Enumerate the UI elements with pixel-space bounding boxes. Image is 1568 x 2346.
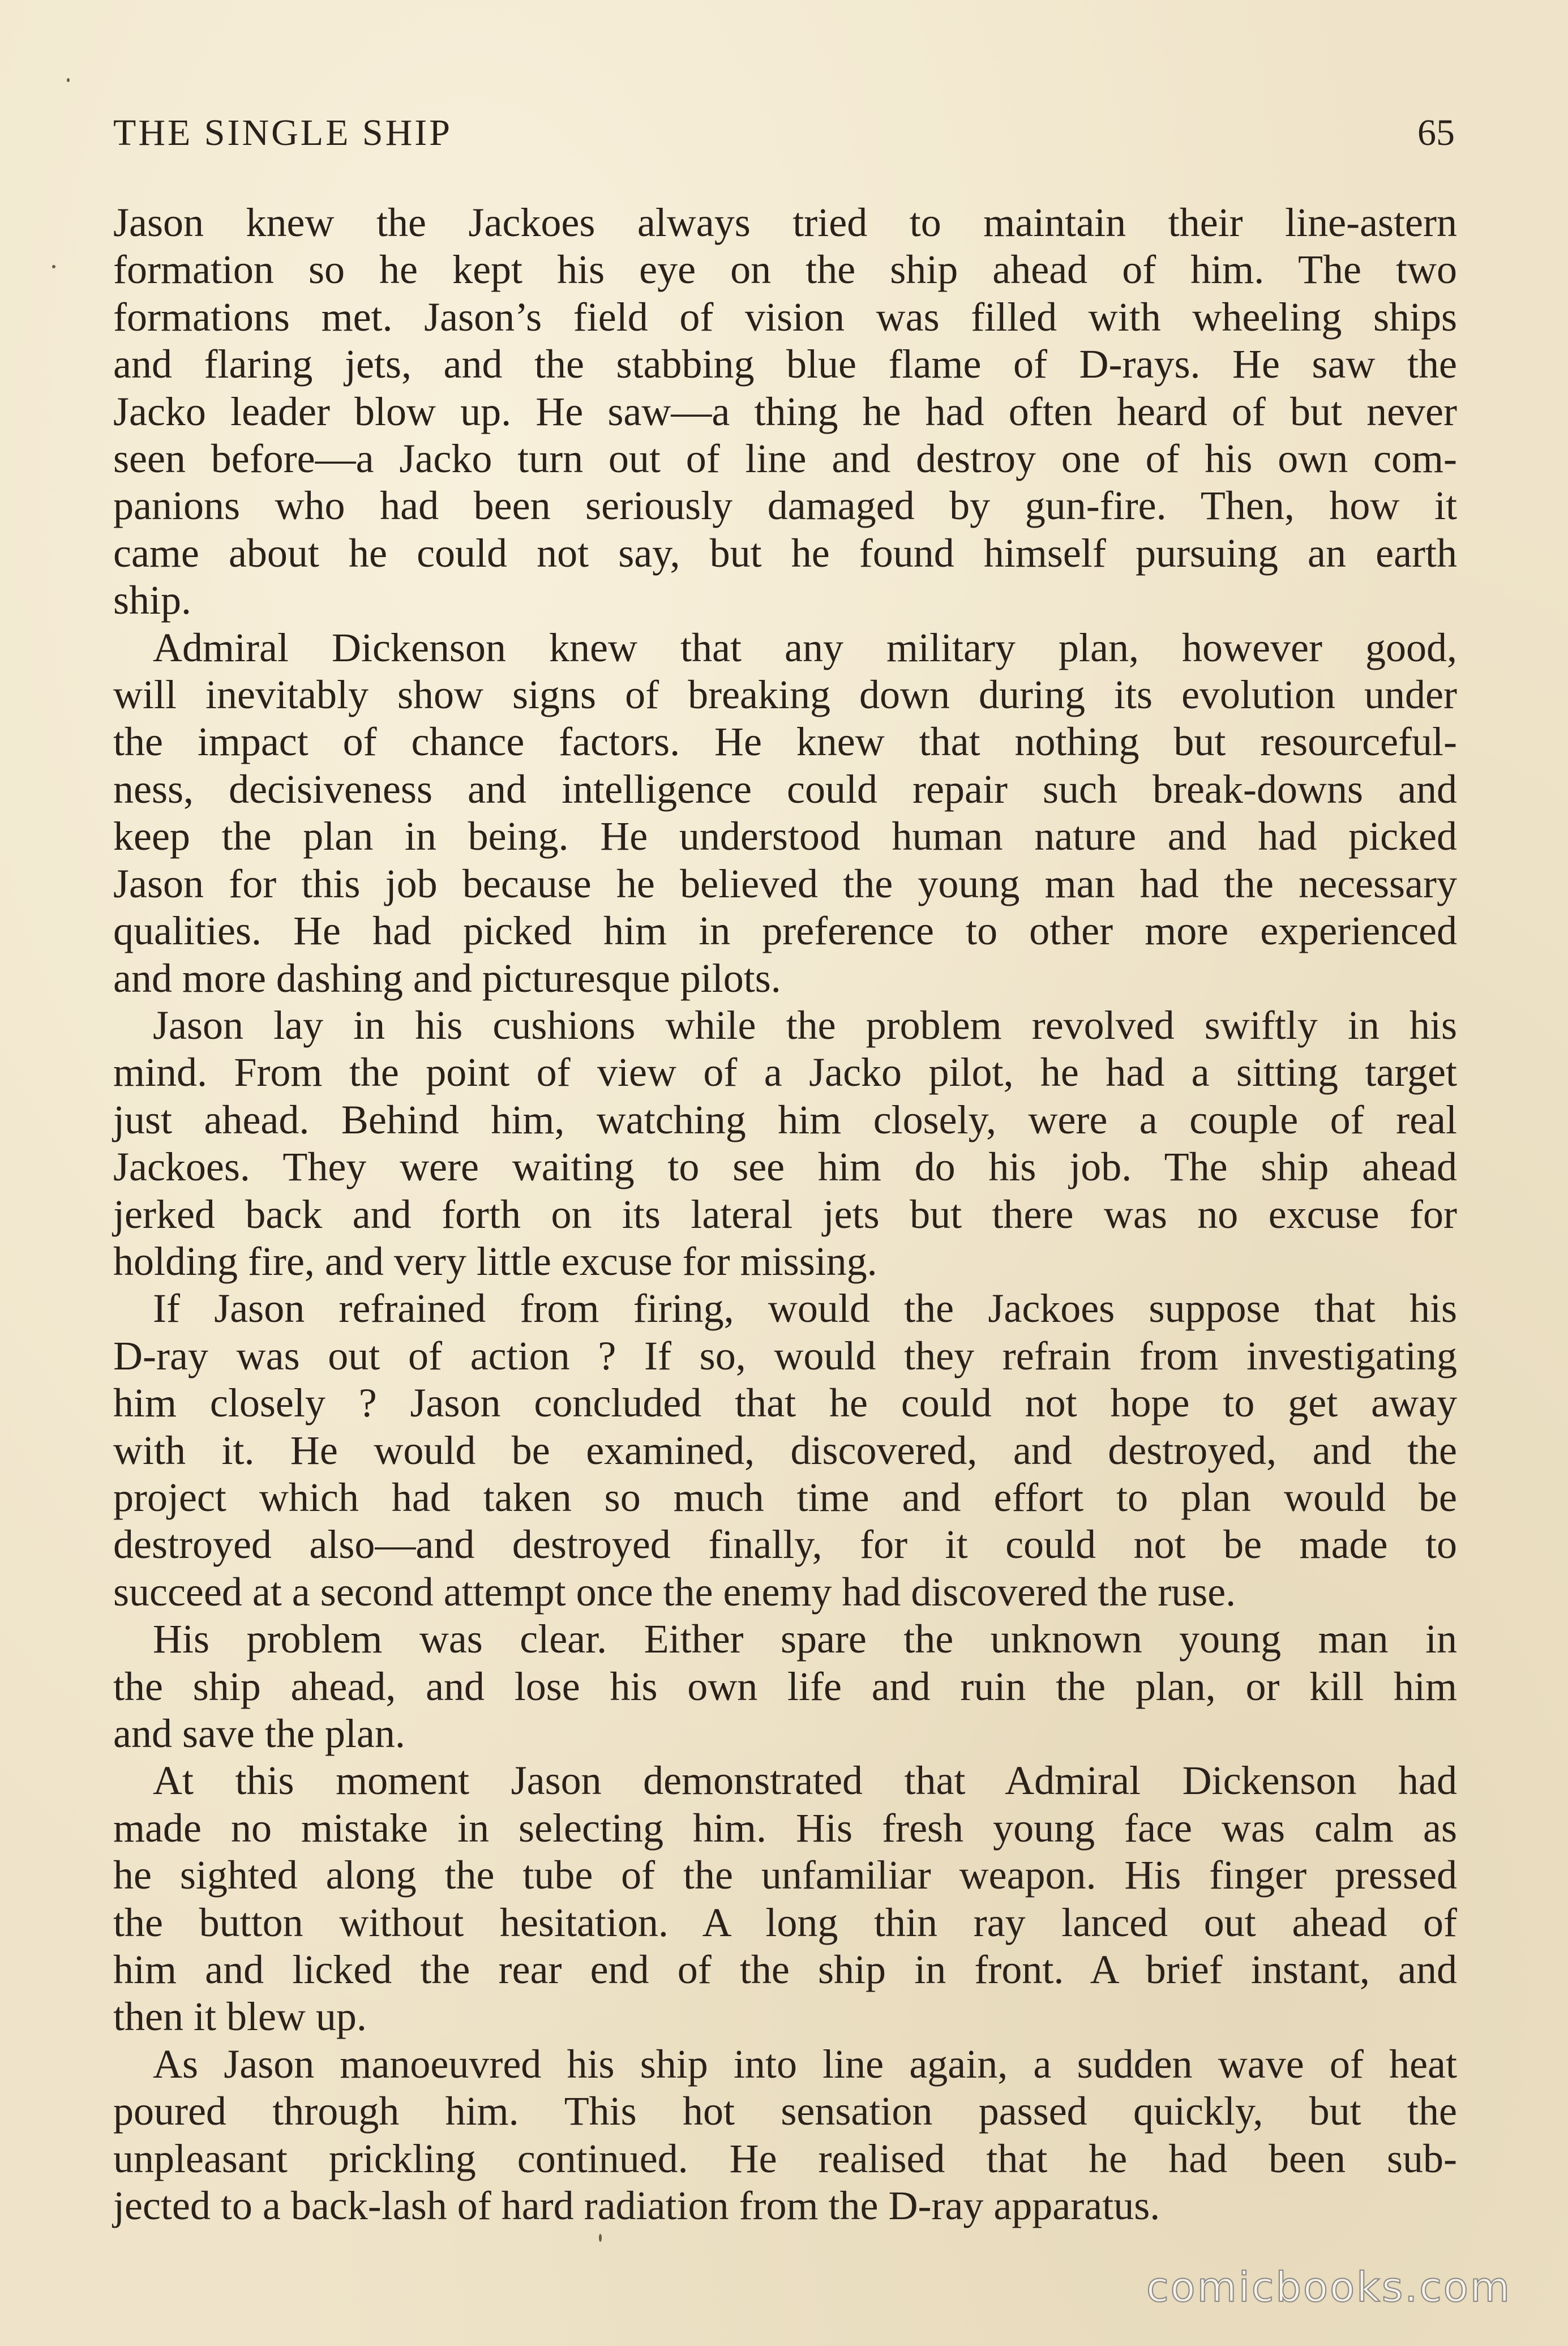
text-line: him and licked the rear end of the ship in front. A brief instant, and	[113, 1947, 1457, 1993]
text-line: As Jason manoeuvred his ship into line again, a sudden wave of heat	[153, 2041, 1457, 2087]
paragraph	[113, 1616, 1457, 1757]
text-line: qualities. He had picked him in preference to other more experienced	[113, 908, 1457, 954]
text-line: holding fire, and very little excuse for missing.	[113, 1238, 877, 1284]
text-line: Jason lay in his cushions while the problem revolved swiftly in his	[153, 1002, 1457, 1048]
text-line: the ship ahead, and lose his own life and ruin the plan, or kill him	[113, 1663, 1457, 1709]
page-number: 65	[1417, 112, 1455, 153]
text-line: he sighted along the tube of the unfamiliar weapon. His finger pressed	[113, 1852, 1457, 1898]
text-line: came about he could not say, but he found himself pursuing an earth	[113, 530, 1457, 576]
paragraph	[113, 1757, 1457, 2040]
paragraph	[113, 624, 1457, 1002]
text-line: Jackoes. They were waiting to see him do his job. The ship ahead	[113, 1144, 1457, 1190]
text-line: and save the plan.	[113, 1711, 405, 1756]
text-line: mind. From the point of view of a Jacko pilot, he had a sitting target	[113, 1050, 1457, 1095]
text-line: succeed at a second attempt once the enemy had discovered the ruse.	[113, 1569, 1236, 1615]
paper-speck	[599, 2234, 602, 2242]
text-line: and more dashing and picturesque pilots.	[113, 955, 781, 1001]
text-line: unpleasant prickling continued. He realised that he had been sub-	[113, 2135, 1457, 2181]
paper-speck	[67, 78, 70, 82]
text-line: made no mistake in selecting him. His fresh young face was calm as	[113, 1805, 1457, 1851]
text-line: just ahead. Behind him, watching him closely, were a couple of real	[113, 1097, 1457, 1142]
text-line: the button without hesitation. A long thin ray lanced out ahead of	[113, 1899, 1457, 1945]
page-header	[113, 108, 1455, 159]
text-line: Jason for this job because he believed the young man had the necessary	[113, 861, 1457, 906]
text-line: jected to a back-lash of hard radiation from the D-ray apparatus.	[113, 2183, 1160, 2229]
paragraph	[113, 1002, 1457, 1285]
running-head: THE SINGLE SHIP	[113, 112, 452, 153]
body-text	[113, 199, 1457, 2229]
paragraph	[113, 1285, 1457, 1616]
text-line: formation so he kept his eye on the ship ahead of him. The two	[113, 247, 1457, 293]
text-line: At this moment Jason demonstrated that Admiral Dickenson had	[153, 1758, 1457, 1804]
text-line: keep the plan in being. He understood human nature and had picked	[113, 814, 1457, 859]
text-line: Jacko leader blow up. He saw—a thing he had often heard of but never	[113, 388, 1457, 434]
text-line: ship.	[113, 577, 192, 623]
text-line: him closely ? Jason concluded that he could not hope to get away	[113, 1380, 1457, 1426]
watermark: comicbooks.com	[1146, 2263, 1511, 2311]
text-line: will inevitably show signs of breaking down during its evolution under	[113, 672, 1457, 718]
text-line: the impact of chance factors. He knew that nothing but resourceful-	[113, 719, 1457, 765]
text-line: If Jason refrained from firing, would the Jackoes suppose that his	[153, 1286, 1457, 1332]
text-line: His problem was clear. Either spare the unknown young man in	[153, 1616, 1457, 1662]
text-line: panions who had been seriously damaged by gun-fire. Then, how it	[113, 483, 1457, 529]
text-line: and flaring jets, and the stabbing blue flame of D-rays. He saw the	[113, 341, 1457, 387]
text-line: poured through him. This hot sensation passed quickly, but the	[113, 2088, 1457, 2134]
paper-speck	[52, 265, 55, 268]
text-line: Jason knew the Jackoes always tried to maintain their line-astern	[113, 200, 1457, 245]
text-line: Admiral Dickenson knew that any military plan, however good,	[153, 624, 1457, 670]
text-line: with it. He would be examined, discovered, and destroyed, and the	[113, 1427, 1457, 1473]
text-line: project which had taken so much time and effort to plan would be	[113, 1474, 1457, 1520]
text-line: destroyed also—and destroyed finally, for it could not be made to	[113, 1522, 1457, 1568]
text-line: ness, decisiveness and intelligence could repair such break-downs and	[113, 766, 1457, 812]
text-line: seen before—a Jacko turn out of line and destroy one of his own com-	[113, 436, 1457, 482]
text-line: jerked back and forth on its lateral jets but there was no excuse for	[113, 1191, 1457, 1237]
text-line: then it blew up.	[113, 1994, 367, 2040]
text-line: formations met. Jason’s field of vision was filled with wheeling ships	[113, 294, 1457, 340]
text-line: D-ray was out of action ? If so, would they refrain from investigating	[113, 1333, 1457, 1379]
paragraph	[113, 2041, 1457, 2230]
paragraph	[113, 199, 1457, 624]
